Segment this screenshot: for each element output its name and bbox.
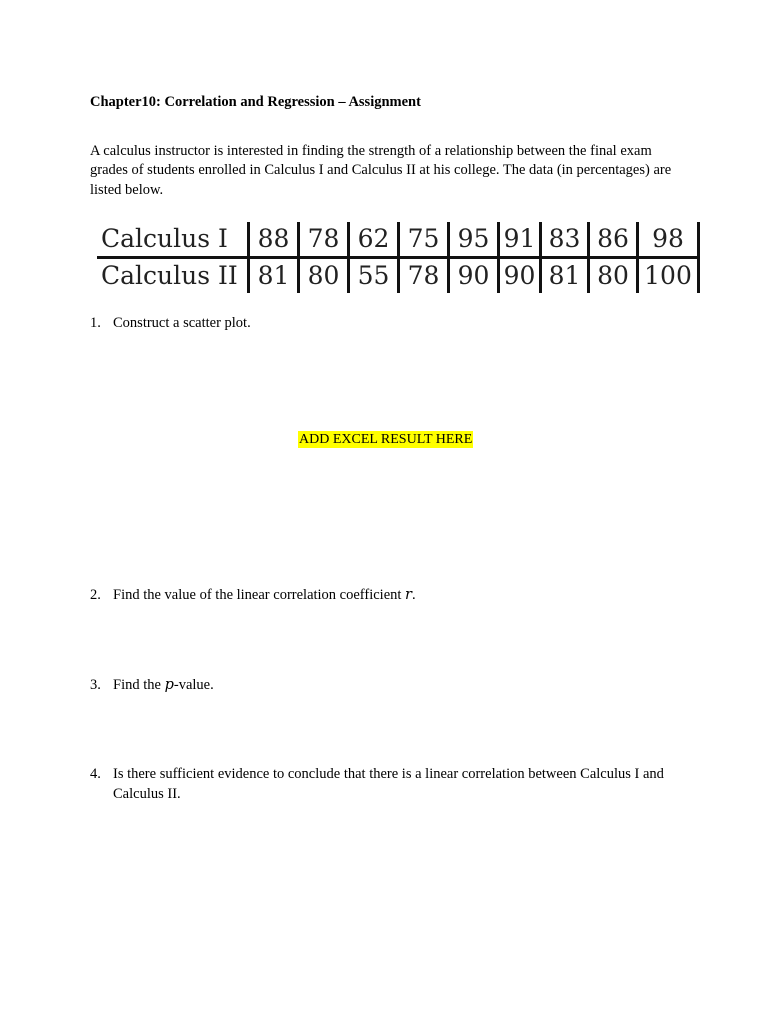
table-cell: 88 bbox=[249, 222, 299, 258]
table-cell: 55 bbox=[349, 258, 399, 294]
table-cell: 86 bbox=[589, 222, 638, 258]
table-cell: 78 bbox=[399, 258, 449, 294]
table-cell: 91 bbox=[499, 222, 541, 258]
question-4 bbox=[90, 764, 682, 804]
variable-p: p bbox=[164, 677, 174, 693]
excel-result-placeholder: ADD EXCEL RESULT HERE bbox=[299, 432, 473, 447]
table-cell: 80 bbox=[589, 258, 638, 294]
intro-paragraph: A calculus instructor is interested in finding the strength of a relationship between the final exam grades of students enrolled in Calculus I and Calculus II at his college. The data (in percentages) are listed below. bbox=[90, 143, 672, 198]
question-3 bbox=[90, 675, 682, 695]
question-number: 1. bbox=[90, 315, 101, 331]
row-label: Calculus II bbox=[97, 258, 249, 294]
question-text: Find the value of the linear correlation coefficient r. bbox=[113, 587, 416, 603]
table-cell: 80 bbox=[299, 258, 349, 294]
table-cell: 83 bbox=[541, 222, 589, 258]
table-cell: 78 bbox=[299, 222, 349, 258]
question-text: Find the p-value. bbox=[113, 677, 214, 693]
row-label: Calculus I bbox=[97, 222, 249, 258]
table-cell: 98 bbox=[638, 222, 699, 258]
table-row-calculus-2 bbox=[97, 258, 699, 294]
question-text: Construct a scatter plot. bbox=[113, 315, 251, 331]
table-row-calculus-1 bbox=[97, 222, 699, 258]
question-2 bbox=[90, 585, 682, 605]
question-1 bbox=[90, 313, 682, 333]
table-cell: 81 bbox=[249, 258, 299, 294]
page-title: Chapter10: Correlation and Regression – Assignment bbox=[90, 94, 421, 110]
question-number: 2. bbox=[90, 587, 101, 603]
table-cell: 100 bbox=[638, 258, 699, 294]
question-number: 3. bbox=[90, 677, 101, 693]
question-text: Is there sufficient evidence to conclude that there is a linear correlation between Calculus I and Calculus II. bbox=[113, 766, 664, 802]
table-cell: 75 bbox=[399, 222, 449, 258]
variable-r: r bbox=[405, 587, 412, 603]
table-cell: 90 bbox=[499, 258, 541, 294]
table-cell: 90 bbox=[449, 258, 499, 294]
table-cell: 81 bbox=[541, 258, 589, 294]
table-cell: 62 bbox=[349, 222, 399, 258]
grades-table bbox=[97, 222, 700, 293]
question-number: 4. bbox=[90, 766, 101, 782]
table-cell: 95 bbox=[449, 222, 499, 258]
